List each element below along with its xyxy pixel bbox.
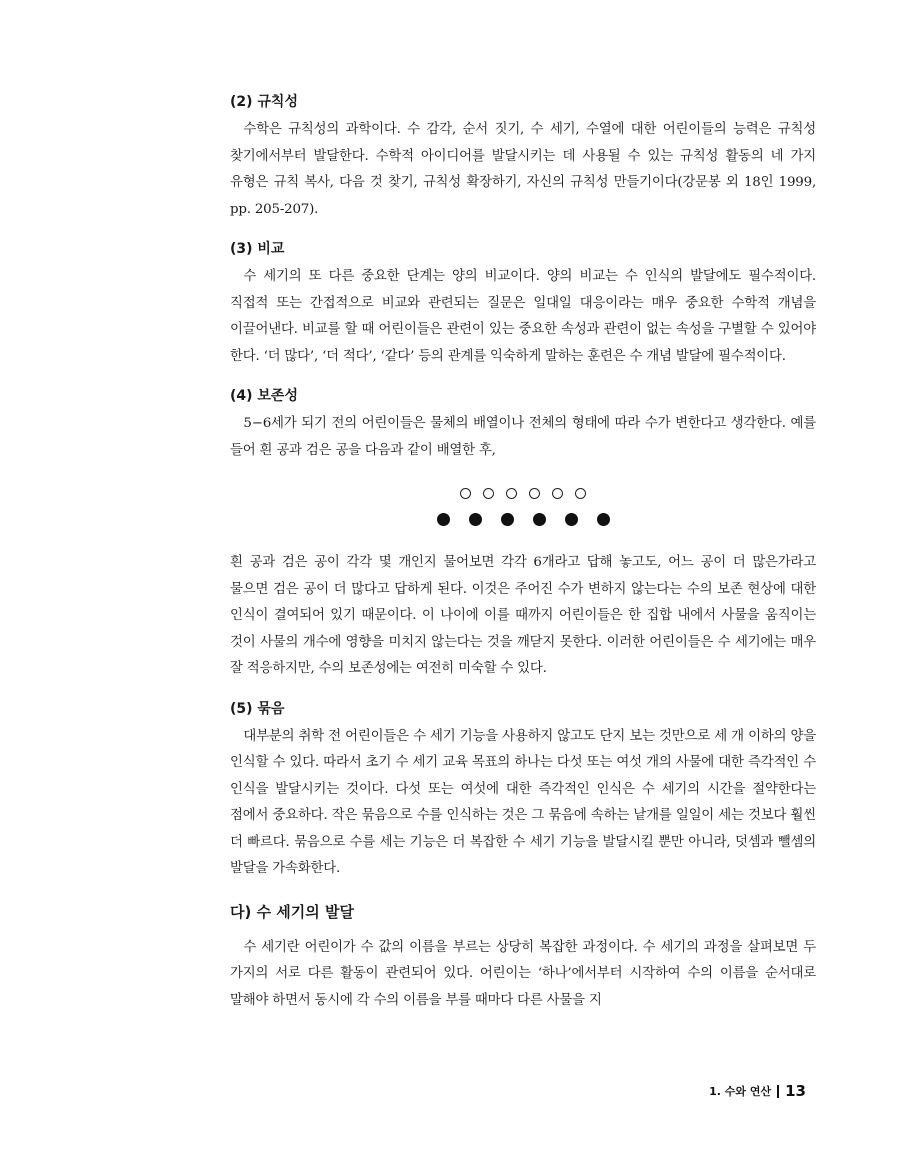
section-paragraph-continued: 흰 공과 검은 공이 각각 몇 개인지 물어보면 각각 6개라고 답해 놓고도, 어느 공이 더 많은가라고 물으면 검은 공이 더 많다고 답하게 된다. 이것은 주어진 수가 변하지 않는다는 수의 보존 현상에 대한 인식이 결여되어 있기 때문이다. 이 나이에 이를 때까지 어린이들은 한 집합 내에서 사물을 움직이는 것이 사물의 개수에 영향을 미치지 않는다는 것을 깨닫지 못한다. 이러한 어린이들은 수 세기에는 매우 잘 적응하지만, 수의 보존성에는 여전히 미숙할 수 있다. — [230, 555, 816, 676]
section-heading: (5) 묶음 — [230, 700, 285, 717]
white-ball — [460, 488, 471, 499]
black-ball — [501, 513, 514, 526]
page-footer — [0, 1082, 806, 1100]
black-ball — [533, 513, 546, 526]
white-ball — [529, 488, 540, 499]
white-ball — [552, 488, 563, 499]
subchapter-paragraph: 수 세기란 어린이가 수 값의 이름을 부르는 상당히 복잡한 과정이다. 수 세기의 과정을 살펴보면 두 가지의 서로 다른 활동이 관련되어 있다. 어린이는 ‘하나’에서부터 시작하여 수의 이름을 순서대로 말해야 하면서 동시에 각 수의 이름을 부를 때마다 다른 사물을 지 — [230, 939, 816, 1008]
black-ball — [469, 513, 482, 526]
white-ball — [575, 488, 586, 499]
subchapter-heading: 다) 수 세기의 발달 — [230, 902, 354, 921]
section-heading: (2) 규칙성 — [230, 94, 298, 110]
black-ball-row — [230, 508, 816, 530]
section-paragraph: 대부분의 취학 전 어린이들은 수 세기 기능을 사용하지 않고도 단지 보는 것만으로 세 개 이하의 양을 인식할 수 있다. 따라서 초기 수 세기 교육 목표의 하나는 다섯 또는 여섯 개의 사물에 대한 즉각적인 수 인식을 발달시키는 것이다. 다섯 또는 여섯에 대한 즉각적인 인식은 수 세기의 시간을 절약한다는 점에서 중요하다. 작은 묶음으로 수를 인식하는 것은 그 묶음에 속하는 낱개를 일일이 세는 것보다 훨씬 더 빠르다. 묶음으로 수를 세는 기능은 더 복잡한 수 세기 기능을 발달시킬 뿐만 아니라, 덧셈과 뺄셈의 발달을 가속화한다. — [230, 728, 816, 876]
footer-chapter-title: 1. 수와 연산 — [709, 1085, 772, 1098]
footer-divider — [777, 1085, 779, 1098]
page-content — [230, 92, 816, 1014]
section-paragraph: 5−6세가 되기 전의 어린이들은 물체의 배열이나 전체의 형태에 따라 수가 변한다고 생각한다. 예를 들어 흰 공과 검은 공을 다음과 같이 배열한 후, — [230, 416, 816, 458]
white-ball — [506, 488, 517, 499]
section-paragraph: 수 세기의 또 다른 중요한 단계는 양의 비교이다. 양의 비교는 수 인식의 발달에도 필수적이다. 직접적 또는 간접적으로 비교와 관련되는 질문은 일대일 대응이라는 매우 중요한 수학적 개념을 이끌어낸다. 비교를 할 때 어린이들은 관련이 있는 중요한 속성과 관련이 없는 속성을 구별할 수 있어야 한다. ‘더 많다’, ‘더 적다’, ‘같다’ 등의 관계를 익숙하게 말하는 훈련은 수 개념 발달에 필수적이다. — [230, 269, 816, 364]
section-heading: (3) 비교 — [230, 241, 285, 257]
black-ball — [437, 513, 450, 526]
section-conservation — [230, 386, 816, 683]
white-ball — [483, 488, 494, 499]
black-ball — [597, 513, 610, 526]
ball-arrangement-figure — [230, 482, 816, 530]
section-paragraph: 수학은 규칙성의 과학이다. 수 감각, 순서 짓기, 수 세기, 수열에 대한 어린이들의 능력은 규칙성 찾기에서부터 발달한다. 수학적 아이디어를 발달시키는 데 사용될 수 있는 규칙성 활동의 네 가지 유형은 규칙 복사, 다음 것 찾기, 규칙성 확장하기, 자신의 규칙성 만들기이다(강문봉 외 18인 1999, pp. 205-207). — [230, 122, 816, 217]
section-comparison — [230, 239, 816, 370]
page-number: 13 — [785, 1082, 806, 1100]
section-heading: (4) 보존성 — [230, 388, 298, 404]
section-grouping — [230, 699, 816, 883]
section-regularity — [230, 92, 816, 223]
white-ball-row — [230, 482, 816, 504]
black-ball — [565, 513, 578, 526]
